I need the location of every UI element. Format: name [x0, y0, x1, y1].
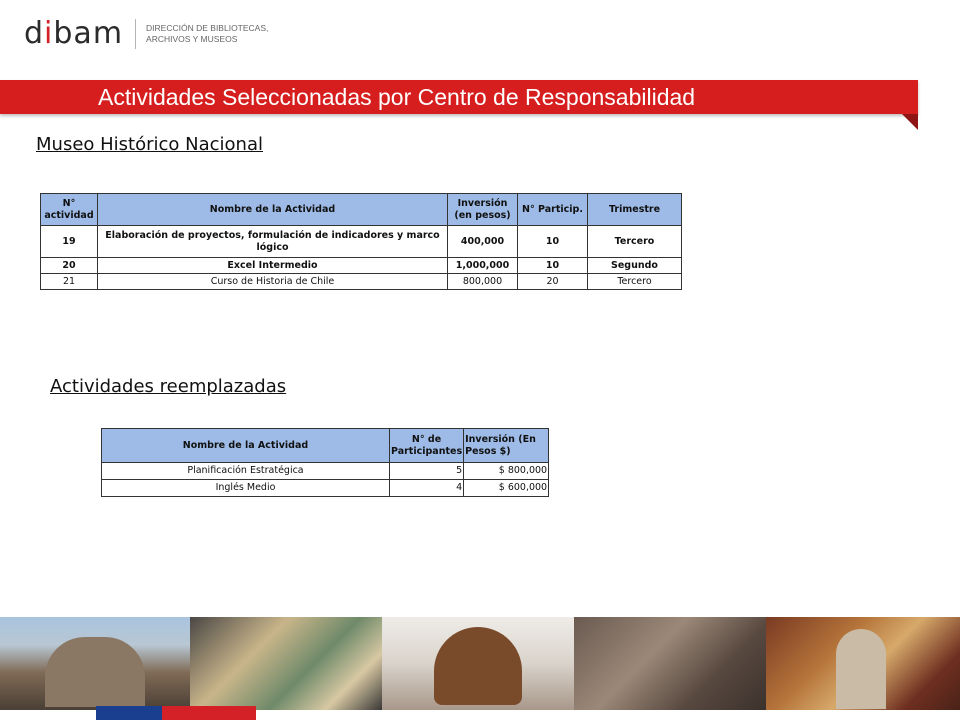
table-cell: 800,000: [448, 274, 518, 290]
table-row: [102, 463, 549, 480]
header-cell: Trimestre: [588, 194, 682, 226]
flag-bar-blue: [96, 706, 162, 720]
table-cell: 5: [390, 463, 464, 480]
table-row: [41, 274, 682, 290]
illustrated-book-photo: [190, 617, 382, 710]
activities-table: [40, 193, 682, 290]
table-cell: $ 800,000: [464, 463, 549, 480]
logo-subtitle: DIRECCIÓN DE BIBLIOTECAS, ARCHIVOS Y MUSEOS: [146, 23, 269, 44]
header-cell: N° actividad: [41, 194, 98, 226]
table-cell: Inglés Medio: [102, 480, 390, 497]
logo-wordmark: dibam: [24, 16, 124, 51]
header-cell: Inversión (en pesos): [448, 194, 518, 226]
replaced-activities-table: [101, 428, 549, 497]
table-cell: Tercero: [588, 274, 682, 290]
dibam-logo: [24, 14, 296, 54]
inkwell-artifact-photo: [382, 617, 574, 710]
table-cell: 19: [41, 226, 98, 258]
header-cell: N° Particip.: [518, 194, 588, 226]
table-cell: Curso de Historia de Chile: [98, 274, 448, 290]
table-cell: 1,000,000: [448, 258, 518, 274]
table-cell: 10: [518, 258, 588, 274]
logo-separator: [135, 19, 136, 49]
page-title-banner: [0, 80, 918, 114]
table-cell: Tercero: [588, 226, 682, 258]
table-row: [102, 480, 549, 497]
table-cell: Segundo: [588, 258, 682, 274]
table-cell: 20: [41, 258, 98, 274]
page-title: Actividades Seleccionadas por Centro de Responsabilidad: [98, 84, 696, 110]
table-cell: 20: [518, 274, 588, 290]
table-cell: Planificación Estratégica: [102, 463, 390, 480]
table-cell: 4: [390, 480, 464, 497]
header-cell: N° de Participantes: [390, 429, 464, 463]
section-title-reemplazadas: Actividades reemplazadas: [50, 376, 287, 397]
table-header-row: [102, 429, 549, 463]
table-cell: 21: [41, 274, 98, 290]
header-cell: Nombre de la Actividad: [102, 429, 390, 463]
table-cell: Elaboración de proyectos, formulación de indicadores y marco lógico: [98, 226, 448, 258]
banner-fold: [902, 114, 918, 130]
table-row: [41, 258, 682, 274]
museum-building-photo: [0, 617, 190, 710]
archaeology-dig-photo: [574, 617, 766, 710]
table-header-row: [41, 194, 682, 226]
flag-bar-red: [162, 706, 256, 720]
religious-painting-photo: [766, 617, 960, 710]
photo-strip: [0, 617, 960, 710]
table-cell: 400,000: [448, 226, 518, 258]
header-cell: Nombre de la Actividad: [98, 194, 448, 226]
table-row: [41, 226, 682, 258]
table-cell: $ 600,000: [464, 480, 549, 497]
table-cell: 10: [518, 226, 588, 258]
section-title-museo: Museo Histórico Nacional: [36, 134, 263, 155]
table-cell: Excel Intermedio: [98, 258, 448, 274]
header-cell: Inversión (En Pesos $): [464, 429, 549, 463]
